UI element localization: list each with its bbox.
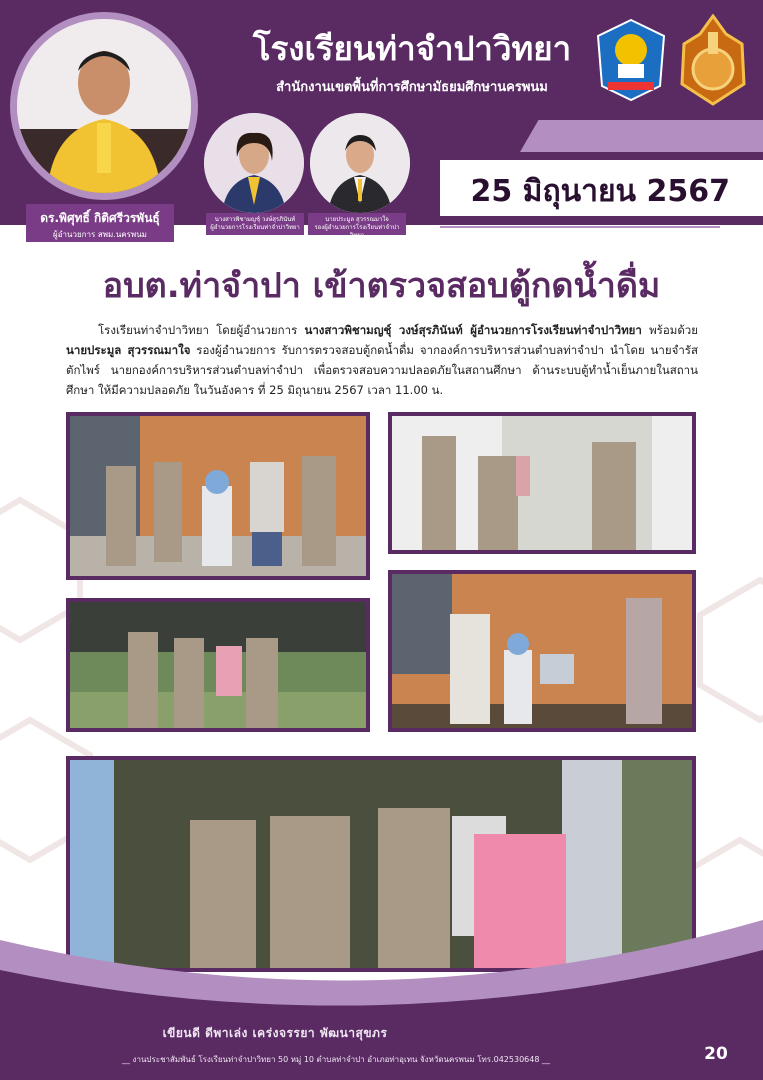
director-portrait: [10, 12, 198, 200]
principal-caption-role: ผู้อำนวยการโรงเรียนท่าจำปาวิทยา: [210, 224, 300, 231]
footer-credit: เขียนดี ดีพาเล่ง เคร่งจรรยา พัฒนาสุขภร: [162, 1026, 388, 1040]
page-number: 20: [704, 1044, 728, 1064]
photo-water-cooler-inspection-3: [66, 598, 370, 732]
article-headline: อบต.ท่าจำปา เข้าตรวจสอบตู้กดน้ำดื่ม: [102, 266, 661, 306]
header-stripe: [520, 120, 763, 152]
body-text-2: พร้อมด้วย: [641, 323, 698, 337]
deputy-photo: [310, 113, 410, 213]
footer-address: __ งานประชาสัมพันธ์ โรงเรียนท่าจำปาวิทยา 50 หมู่ 10 ตำบลท่าจำปา อำเภอท่าอุเทน จังหวัดนครพนม โทร.042530648 __: [122, 1055, 550, 1064]
school-name: โรงเรียนท่าจำปาวิทยา: [252, 29, 572, 68]
director-photo: [17, 19, 191, 193]
photo-water-cooler-inspection-4: [388, 570, 696, 732]
issue-date: 25 มิถุนายน 2567: [470, 174, 730, 209]
date-underline: [440, 226, 720, 228]
photo-3-image: [70, 602, 366, 728]
principal-caption: [206, 213, 304, 235]
ministry-seal-icon: [678, 14, 748, 106]
deputy-caption-name: นายประมูล สุวรรณมาใจ: [325, 216, 389, 223]
director-title: ผู้อำนวยการ สพม.นครพนม: [53, 230, 147, 239]
photo-1-image: [70, 416, 366, 576]
photo-water-cooler-inspection-2: [388, 412, 696, 554]
principal-portrait: [204, 113, 304, 213]
body-bold-principal: นางสาวพิชามญชุ์ วงษ์สุรภินันท์ ผู้อำนวยการโรงเรียนท่าจำปาวิทยา: [304, 323, 642, 337]
photo-water-cooler-inspection-1: [66, 412, 370, 580]
body-bold-deputy: นายประมูล สุวรรณมาใจ: [66, 343, 191, 357]
principal-photo: [204, 113, 304, 213]
article-body: [66, 320, 698, 400]
director-name: ดร.พิศุทธิ์ กิติศรีวรพันธุ์: [40, 211, 160, 225]
principal-caption-name: นางสาวพิชามญชุ์ วงษ์สุรภินันท์: [214, 216, 296, 223]
body-text-1: โรงเรียนท่าจำปาวิทยา โดยผู้อำนวยการ: [98, 323, 305, 337]
deputy-caption-role: รองผู้อำนวยการโรงเรียนท่าจำปาวิทยา: [314, 224, 400, 239]
body-text-3: รองผู้อำนวยการ รับการตรวจสอบตู้กดน้ำดื่ม จากองค์การบริหารส่วนตำบลท่าจำปา นำโดย นายจำรัส ตักไพร์ นายกองค์การบริหารส่วนตำบลท่าจำปา เพื่อตรวจสอบความปลอดภัยในสถานศึกษา ด้านระบบตู้ทำน้ำเย็นภายในสถานศึกษา ให้มีความปลอดภัย ในวันอังคาร ที่ 25 มิถุนายน 2567 เวลา 11.00 น.: [66, 343, 698, 397]
deputy-portrait: [310, 113, 410, 213]
director-name-box: [26, 204, 174, 242]
office-name: สำนักงานเขตพื้นที่การศึกษามัธยมศึกษานครพนม: [276, 80, 548, 95]
deputy-caption: [308, 213, 406, 239]
school-logo-icon: [594, 16, 668, 102]
photo-4-image: [392, 574, 692, 728]
photo-2-image: [392, 416, 692, 550]
